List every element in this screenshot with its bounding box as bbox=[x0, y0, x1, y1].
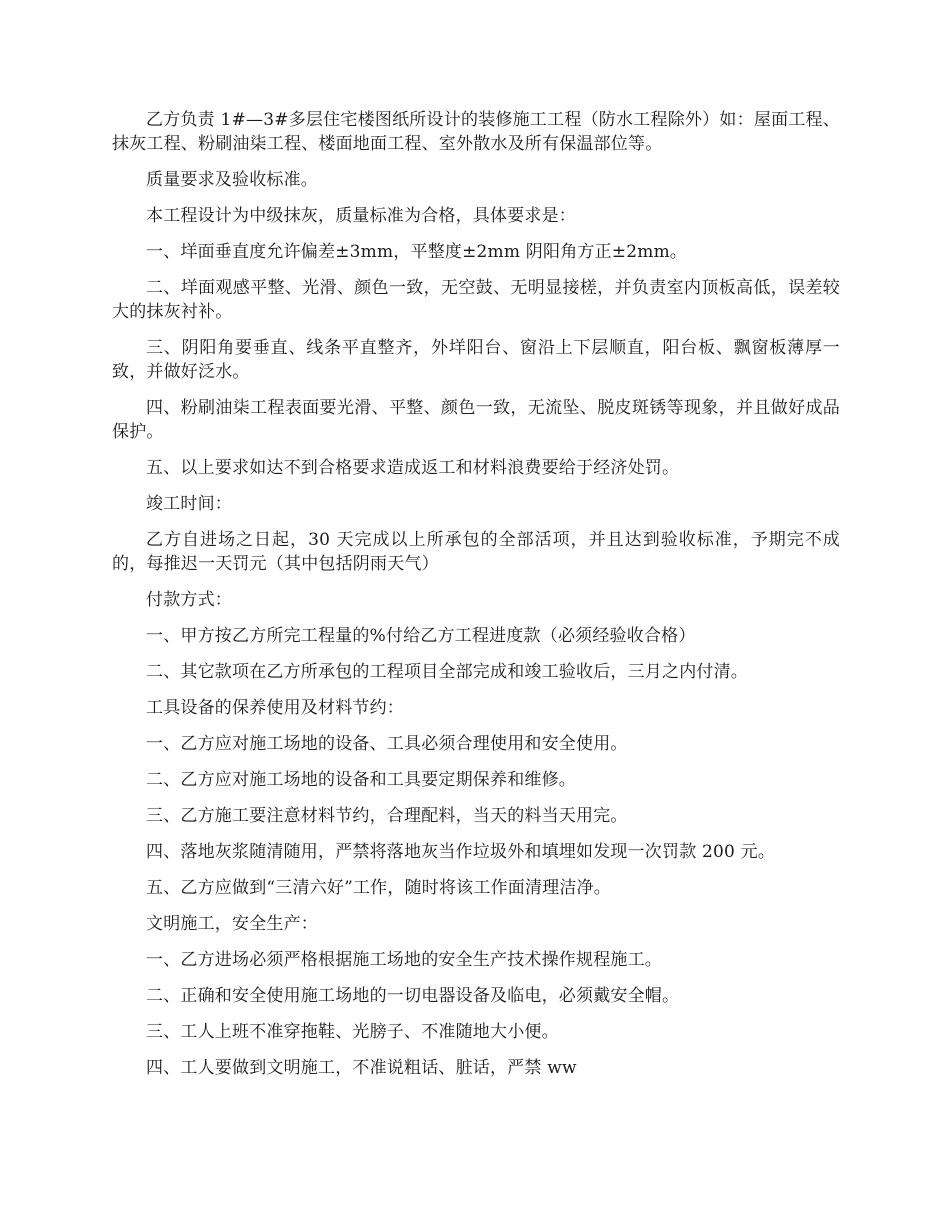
document-body bbox=[112, 108, 840, 1092]
list-item: 一、乙方应对施工场地的设备、工具必须合理使用和安全使用。 bbox=[146, 734, 628, 754]
list-item: 五、以上要求如达不到合格要求造成返工和材料浪费要给于经济处罚。 bbox=[146, 458, 680, 478]
list-item: 三、工人上班不准穿拖鞋、光膀子、不准随地大小便。 bbox=[146, 1022, 559, 1042]
paragraph: 本工程设计为中级抹灰，质量标准为合格，具体要求是： bbox=[146, 206, 576, 226]
list-item: 三、乙方施工要注意材料节约，合理配料，当天的料当天用完。 bbox=[146, 806, 628, 826]
list-item: 二、其它款项在乙方所承包的工程项目全部完成和竣工验收后，三月之内付清。 bbox=[146, 662, 748, 682]
section-heading: 工具设备的保养使用及材料节约： bbox=[146, 698, 404, 718]
list-item: 五、乙方应做到“三清六好”工作，随时将该工作面清理洁净。 bbox=[146, 878, 611, 898]
list-item: 一、垟面垂直度允许偏差±3mm，平整度±2mm 阴阳角方正±2mm。 bbox=[146, 242, 688, 262]
list-item: 四、工人要做到文明施工，不准说粗话、脏话，严禁 ww bbox=[146, 1058, 577, 1078]
section-heading: 文明施工，安全生产： bbox=[146, 914, 318, 934]
section-heading: 质量要求及验收标准。 bbox=[146, 170, 318, 190]
section-heading: 竣工时间： bbox=[146, 494, 232, 514]
list-item: 三、阴阳角要垂直、线条平直整齐，外垟阳台、窗沿上下层顺直，阳台板、飘窗板薄厚一致，并做好泛水。 bbox=[112, 338, 840, 382]
paragraph: 乙方负责 1#—3#多层住宅楼图纸所设计的装修施工工程（防水工程除外）如：屋面工程、抹灰工程、粉刷油柒工程、楼面地面工程、室外散水及所有保温部位等。 bbox=[112, 110, 840, 154]
list-item: 二、正确和安全使用施工场地的一切电器设备及临电，必须戴安全帽。 bbox=[146, 986, 680, 1006]
list-item: 二、垟面观感平整、光滑、颜色一致，无空鼓、无明显接槎，并负责室内顶板高低，误差较大的抹灰衬补。 bbox=[112, 278, 840, 322]
paragraph: 乙方自进场之日起，30 天完成以上所承包的全部活项，并且达到验收标准，予期完不成的，每推迟一天罚元（其中包括阴雨天气） bbox=[112, 530, 840, 574]
list-item: 一、甲方按乙方所完工程量的%付给乙方工程进度款（必须经验收合格） bbox=[146, 626, 696, 646]
section-heading: 付款方式： bbox=[146, 590, 232, 610]
list-item: 四、粉刷油柒工程表面要光滑、平整、颜色一致，无流坠、脱皮斑锈等现象，并且做好成品保护。 bbox=[112, 398, 840, 442]
list-item: 一、乙方进场必须严格根据施工场地的安全生产技术操作规程施工。 bbox=[146, 950, 662, 970]
list-item: 二、乙方应对施工场地的设备和工具要定期保养和维修。 bbox=[146, 770, 576, 790]
list-item: 四、落地灰浆随清随用，严禁将落地灰当作垃圾外和填埋如发现一次罚款 200 元。 bbox=[146, 842, 776, 862]
